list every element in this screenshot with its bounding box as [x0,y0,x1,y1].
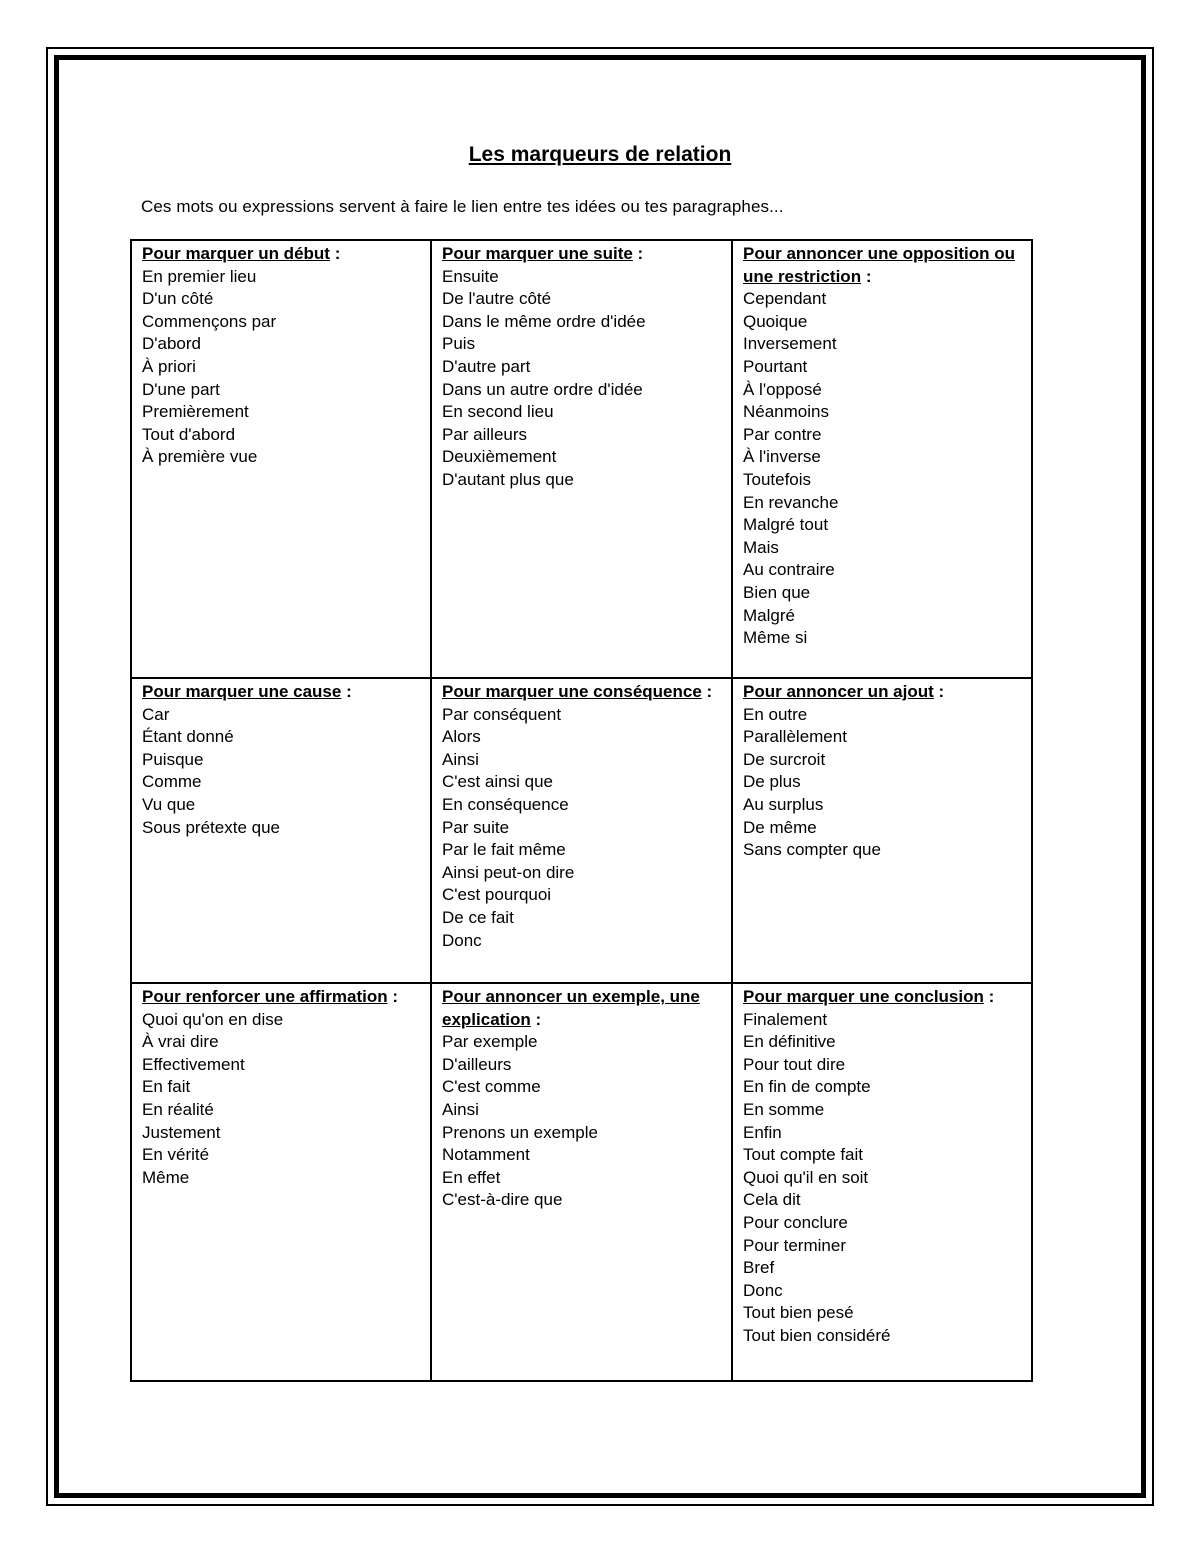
marker-item: Comme [142,772,202,792]
marker-item: Sans compter que [743,840,881,860]
marker-item: Tout bien pesé [743,1303,854,1323]
marker-item: Sous prétexte que [142,817,280,837]
marker-item: Par conséquent [442,704,562,724]
marker-item: En somme [743,1099,825,1119]
marker-item: Car [142,704,170,724]
marker-item: Commençons par [142,311,277,331]
marker-item: Pourtant [743,356,808,376]
category-heading [442,986,721,1031]
marker-item: Par suite [442,817,510,837]
marker-item: Alors [442,727,481,747]
marker-item: Puisque [142,749,204,769]
marker-item: Donc [743,1280,783,1300]
marker-item: À l'inverse [743,447,821,467]
category-heading-label: Pour marquer une cause [142,682,342,701]
marker-item: À vrai dire [142,1032,219,1052]
marker-item: Tout d'abord [142,424,236,444]
marker-item: D'abord [142,334,202,354]
marker-item: Au surplus [743,794,824,814]
category-heading-label: Pour annoncer une opposition ou une restriction [743,244,1015,286]
marker-item: Malgré tout [743,515,829,535]
category-cell [432,241,733,679]
marker-item: C'est-à-dire que [442,1190,563,1210]
marker-item: En conséquence [442,794,569,814]
marker-item: Ainsi peut-on dire [442,862,575,882]
marker-item: En définitive [743,1032,836,1052]
category-heading-colon: : [701,682,713,701]
marker-item: D'un côté [142,289,214,309]
category-cell [132,679,432,984]
category-heading-label: Pour renforcer une affirmation [142,987,388,1006]
marker-item: Dans le même ordre d'idée [442,311,646,331]
marker-item: Malgré [743,605,795,625]
marker-item: D'ailleurs [442,1054,512,1074]
marker-item: De surcroit [743,749,826,769]
marker-item: Ensuite [442,266,499,286]
marker-item: Par exemple [442,1032,538,1052]
marker-item: En premier lieu [142,266,257,286]
category-heading-label: Pour marquer un début [142,244,330,263]
marker-item: En fait [142,1077,191,1097]
marker-item: Pour terminer [743,1235,846,1255]
marker-item: Parallèlement [743,727,847,747]
marker-item: Par contre [743,424,822,444]
category-heading [142,986,420,1009]
marker-item: En fin de compte [743,1077,871,1097]
category-cell [132,241,432,679]
marker-item: D'une part [142,379,220,399]
marker-item: Premièrement [142,402,249,422]
category-cell [733,984,1031,1380]
category-heading [442,681,721,704]
category-heading-colon: : [861,266,872,286]
marker-item: Par le fait même [442,840,566,860]
category-heading-colon: : [983,987,995,1006]
marker-item: Pour tout dire [743,1054,846,1074]
category-heading-label: Pour marquer une conclusion [743,987,984,1006]
marker-item: C'est comme [442,1077,541,1097]
marker-item: Notamment [442,1145,530,1165]
marker-item: Dans un autre ordre d'idée [442,379,643,399]
category-heading-label: Pour marquer une conséquence [442,682,702,701]
marker-item: Même [142,1167,190,1187]
marker-item: Toutefois [743,469,812,489]
category-cell [733,679,1031,984]
marker-item: Tout compte fait [743,1145,864,1165]
category-heading [743,986,1021,1009]
category-cell [432,679,733,984]
category-heading [743,243,1021,288]
marker-item: Ainsi [442,1099,479,1119]
category-heading-label: Pour marquer une suite [442,244,633,263]
marker-item: Justement [142,1122,221,1142]
marker-item: Finalement [743,1009,828,1029]
marker-item: Cependant [743,289,827,309]
marker-item: Ainsi [442,749,479,769]
marker-item: Vu que [142,794,196,814]
marker-item: Néanmoins [743,402,829,422]
marker-item: Pour conclure [743,1212,848,1232]
category-heading-colon: : [341,682,352,701]
marker-item: En revanche [743,492,839,512]
marker-item: Même si [743,628,808,648]
marker-item: De plus [743,772,801,792]
marker-item: Deuxièmement [442,447,557,467]
marker-item: Tout bien considéré [743,1325,891,1345]
marker-item: C'est ainsi que [442,772,553,792]
marker-item: En vérité [142,1145,210,1165]
marker-item: Cela dit [743,1190,801,1210]
marker-item: En second lieu [442,402,554,422]
marker-item: Bref [743,1258,775,1278]
marker-item: Puis [442,334,476,354]
marker-item: En effet [442,1167,501,1187]
marker-item: Quoi qu'il en soit [743,1167,869,1187]
marker-item: D'autre part [442,356,531,376]
marker-item: À première vue [142,447,258,467]
category-cell [432,984,733,1380]
intro-text: Ces mots ou expressions servent à faire le lien entre tes idées ou tes paragraphes... [141,197,784,216]
marker-item: En réalité [142,1099,214,1119]
marker-item: À priori [142,356,196,376]
category-heading [743,681,1021,704]
marker-item: De l'autre côté [442,289,552,309]
marker-item: C'est pourquoi [442,885,552,905]
marker-item: De ce fait [442,907,514,927]
marker-item: D'autant plus que [442,469,574,489]
marker-item: Effectivement [142,1054,245,1074]
marker-item: Au contraire [743,560,835,580]
category-heading-label: Pour annoncer un ajout [743,682,934,701]
category-heading-colon: : [387,987,398,1006]
marker-item: Étant donné [142,727,234,747]
category-heading-colon: : [632,244,644,263]
category-heading-label: Pour annoncer un exemple, une explication [442,987,700,1029]
marker-item: Bien que [743,582,811,602]
category-heading-colon: : [933,682,945,701]
marker-item: En outre [743,704,808,724]
page-title: Les marqueurs de relation [468,143,732,166]
category-cell [733,241,1031,679]
marker-item: De même [743,817,817,837]
marker-item: Quoique [743,311,808,331]
marker-item: Inversement [743,334,837,354]
marker-item: Donc [442,930,482,950]
category-heading-colon: : [530,1009,542,1029]
marker-item: Enfin [743,1122,782,1142]
category-heading [142,681,420,704]
marker-item: Mais [743,537,779,557]
category-cell [132,984,432,1380]
marker-item: À l'opposé [743,379,822,399]
marker-item: Quoi qu'on en dise [142,1009,284,1029]
markers-table [130,239,1033,1382]
category-heading [142,243,420,266]
category-heading [442,243,721,266]
marker-item: Par ailleurs [442,424,528,444]
category-heading-colon: : [329,244,341,263]
marker-item: Prenons un exemple [442,1122,598,1142]
